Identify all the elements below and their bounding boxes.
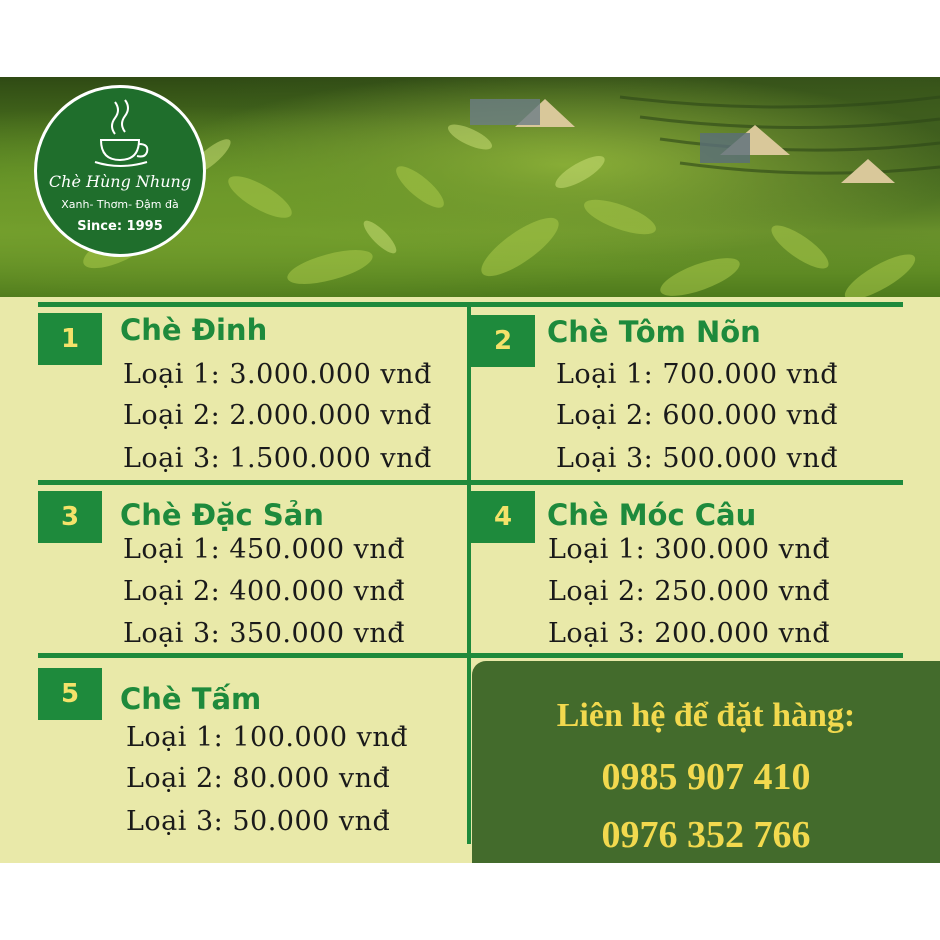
price-line: Loại 2: 400.000 vnđ: [123, 576, 406, 607]
brand-logo: [34, 85, 206, 257]
price-line: Loại 2: 600.000 vnđ: [556, 400, 839, 431]
contact-box: [472, 661, 940, 863]
price-line: Loại 2: 80.000 vnđ: [126, 763, 391, 794]
price-line: Loại 1: 3.000.000 vnđ: [123, 359, 432, 390]
price-line: Loại 3: 200.000 vnđ: [548, 618, 831, 649]
price-line: Loại 1: 700.000 vnđ: [556, 359, 839, 390]
price-line: Loại 3: 500.000 vnđ: [556, 443, 839, 474]
product-name: Chè Móc Câu: [547, 498, 757, 532]
price-line: Loại 2: 250.000 vnđ: [548, 576, 831, 607]
brand-name: Chè Hùng Nhung: [48, 172, 192, 191]
price-line: Loại 3: 1.500.000 vnđ: [123, 443, 432, 474]
product-number-badge: 5: [38, 668, 102, 720]
price-line: Loại 1: 300.000 vnđ: [548, 534, 831, 565]
product-name: Chè Đinh: [120, 313, 268, 347]
product-number-badge: 1: [38, 313, 102, 365]
product-number-badge: 2: [471, 315, 535, 367]
phone-number[interactable]: 0985 907 410: [601, 756, 811, 798]
brand-tagline: Xanh- Thơm- Đậm đà: [61, 198, 179, 211]
tea-field-banner: [0, 77, 940, 297]
tea-cup-icon: [93, 98, 153, 168]
product-name: Chè Tấm: [120, 682, 262, 716]
product-number-badge: 3: [38, 491, 102, 543]
price-line: Loại 2: 2.000.000 vnđ: [123, 400, 432, 431]
price-line: Loại 3: 350.000 vnđ: [123, 618, 406, 649]
divider-vertical: [467, 302, 471, 844]
price-line: Loại 1: 450.000 vnđ: [123, 534, 406, 565]
phone-number[interactable]: 0976 352 766: [601, 814, 811, 856]
price-line: Loại 3: 50.000 vnđ: [126, 806, 391, 837]
brand-since: Since: 1995: [77, 219, 163, 234]
contact-heading: Liên hệ để đặt hàng:: [556, 697, 856, 734]
price-board: [0, 77, 940, 863]
price-line: Loại 1: 100.000 vnđ: [126, 722, 409, 753]
product-name: Chè Tôm Nõn: [547, 315, 761, 349]
product-name: Chè Đặc Sản: [120, 498, 324, 532]
product-number-badge: 4: [471, 491, 535, 543]
